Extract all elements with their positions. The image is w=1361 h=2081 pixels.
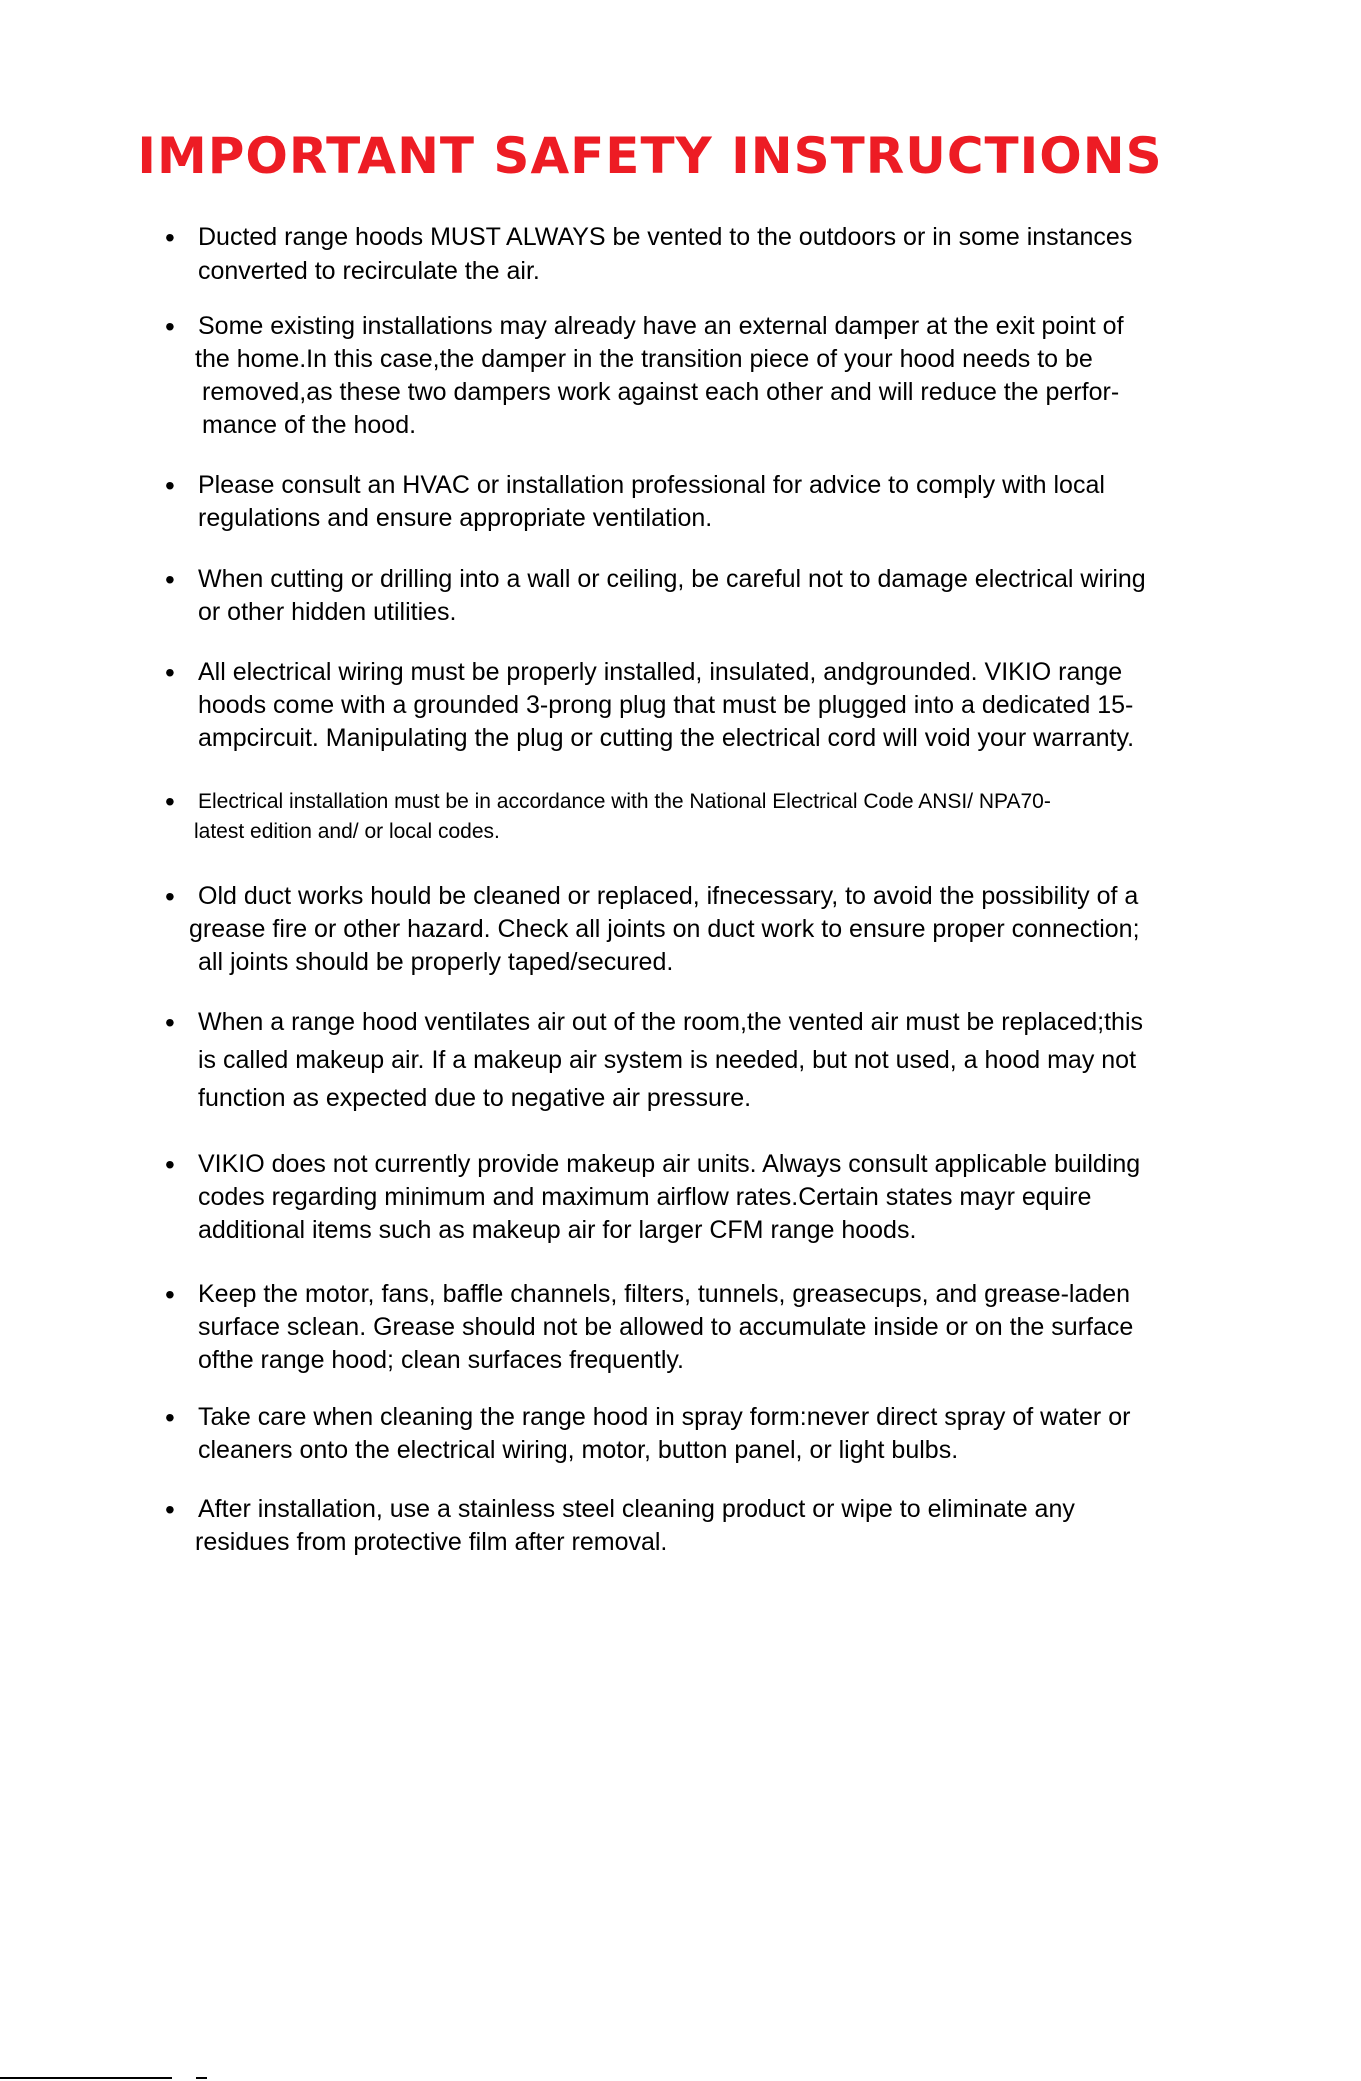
instruction-text-line: Electrical installation must be in accordance with the National Electrical Code ANSI/ NPA70- bbox=[198, 790, 1051, 813]
instruction-text-line: is called makeup air. If a makeup air system is needed, but not used, a hood may not bbox=[198, 1046, 1137, 1074]
instruction-text-line: Keep the motor, fans, baffle channels, filters, tunnels, greasecups, and grease-laden bbox=[198, 1280, 1131, 1308]
bullet-icon: • bbox=[165, 786, 175, 817]
instruction-text-line: VIKIO does not currently provide makeup air units. Always consult applicable building bbox=[198, 1150, 1141, 1178]
instruction-text-line: hoods come with a grounded 3-prong plug that must be plugged into a dedicated 15- bbox=[198, 691, 1134, 719]
instruction-text-line: latest edition and/ or local codes. bbox=[194, 820, 500, 843]
instruction-text-line: all joints should be properly taped/secured. bbox=[198, 948, 674, 976]
instruction-text-line: Take care when cleaning the range hood in spray form:never direct spray of water or bbox=[198, 1403, 1131, 1431]
instruction-text-line: When cutting or drilling into a wall or ceiling, be careful not to damage electrical wiring bbox=[198, 565, 1146, 593]
instruction-text-line: Ducted range hoods MUST ALWAYS be vented to the outdoors or in some instances bbox=[198, 223, 1133, 251]
instruction-text-line: cleaners onto the electrical wiring, motor, button panel, or light bulbs. bbox=[198, 1436, 959, 1464]
instruction-text-line: ampcircuit. Manipulating the plug or cutting the electrical cord will void your warranty. bbox=[198, 724, 1135, 752]
instruction-text-line: After installation, use a stainless steel cleaning product or wipe to eliminate any bbox=[198, 1495, 1075, 1523]
instruction-text-line: When a range hood ventilates air out of the room,the vented air must be replaced;this bbox=[198, 1008, 1143, 1036]
instruction-text-line: additional items such as makeup air for larger CFM range hoods. bbox=[198, 1216, 917, 1244]
bullet-icon: • bbox=[165, 1007, 175, 1038]
bullet-icon: • bbox=[165, 564, 175, 595]
instruction-text-line: surface sclean. Grease should not be allowed to accumulate inside or on the surface bbox=[198, 1313, 1134, 1341]
instruction-text-line: Please consult an HVAC or installation professional for advice to comply with local bbox=[198, 471, 1105, 499]
instruction-text-line: regulations and ensure appropriate ventilation. bbox=[198, 504, 713, 532]
bullet-icon: • bbox=[165, 470, 175, 501]
instruction-text-line: grease fire or other hazard. Check all joints on duct work to ensure proper connection; bbox=[189, 915, 1140, 943]
bullet-icon: • bbox=[165, 657, 175, 688]
bullet-icon: • bbox=[165, 1149, 175, 1180]
instruction-text-line: function as expected due to negative air pressure. bbox=[198, 1084, 752, 1112]
bullet-icon: • bbox=[165, 881, 175, 912]
bullet-icon: • bbox=[165, 1402, 175, 1433]
instruction-text-line: ofthe range hood; clean surfaces frequently. bbox=[198, 1346, 684, 1374]
instruction-text-line: Old duct works hould be cleaned or replaced, ifnecessary, to avoid the possibility of a bbox=[198, 882, 1139, 910]
page-title: IMPORTANT SAFETY INSTRUCTIONS bbox=[137, 127, 1163, 185]
instruction-text-line: Some existing installations may already have an external damper at the exit point of bbox=[198, 312, 1124, 340]
instruction-text-line: residues from protective film after removal. bbox=[195, 1528, 668, 1556]
bullet-icon: • bbox=[165, 1494, 175, 1525]
bullet-icon: • bbox=[165, 1279, 175, 1310]
instruction-text-line: converted to recirculate the air. bbox=[198, 257, 540, 285]
footer-rule bbox=[0, 2077, 172, 2079]
instruction-text-line: All electrical wiring must be properly installed, insulated, andgrounded. VIKIO range bbox=[198, 658, 1123, 686]
bullet-icon: • bbox=[165, 222, 175, 253]
instruction-text-line: removed,as these two dampers work against each other and will reduce the perfor- bbox=[202, 378, 1120, 406]
footer-tick bbox=[196, 2077, 207, 2079]
instruction-text-line: codes regarding minimum and maximum airflow rates.Certain states mayr equire bbox=[198, 1183, 1092, 1211]
bullet-icon: • bbox=[165, 311, 175, 342]
instruction-text-line: the home.In this case,the damper in the transition piece of your hood needs to be bbox=[195, 345, 1093, 373]
instruction-text-line: or other hidden utilities. bbox=[198, 598, 457, 626]
instruction-text-line: mance of the hood. bbox=[202, 411, 417, 439]
